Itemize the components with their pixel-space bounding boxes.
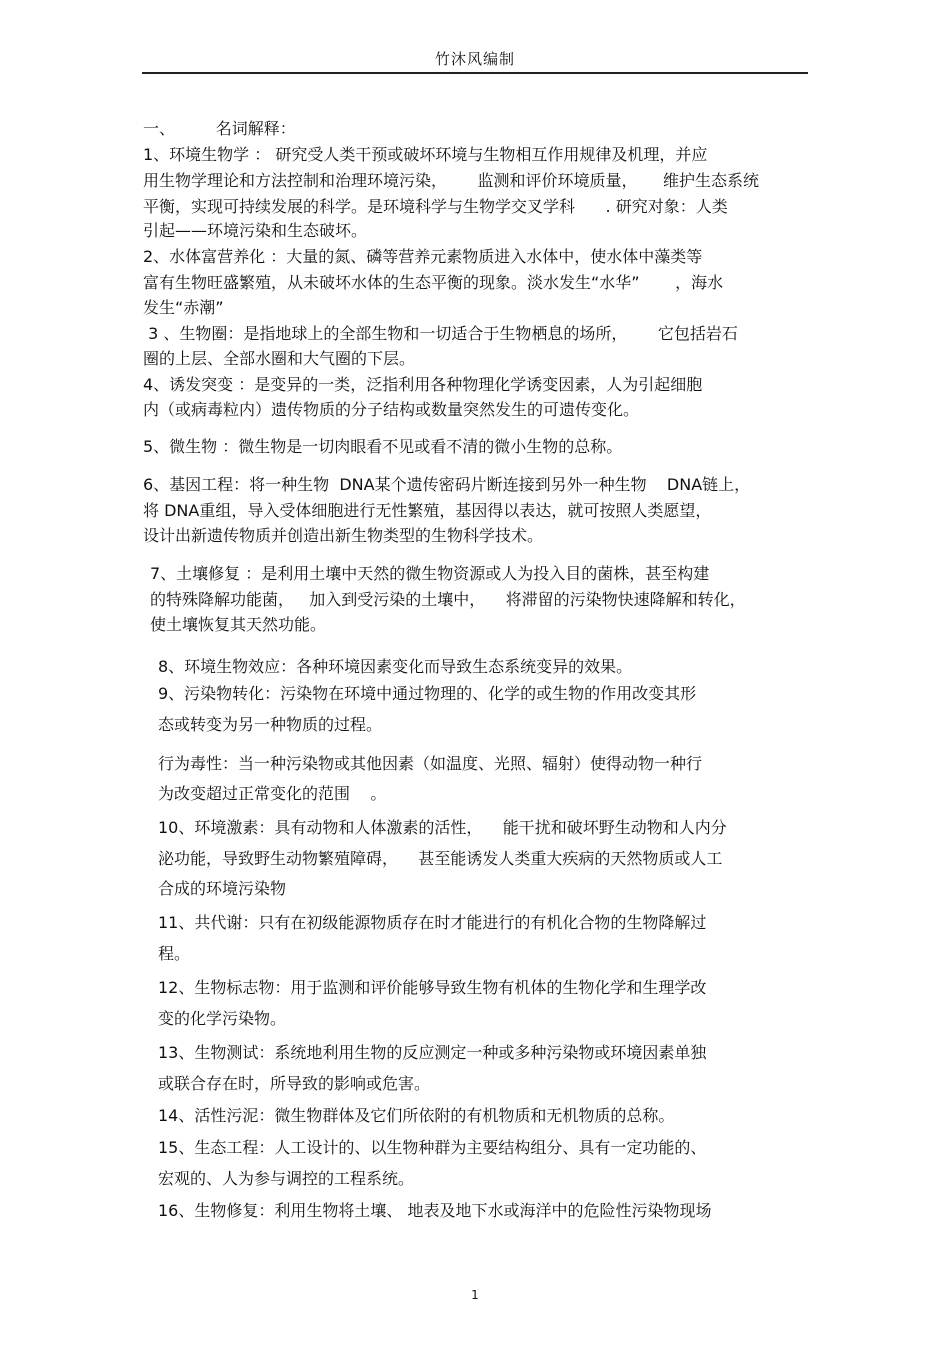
body-text-line: 9、污染物转化：污染物在环境中通过物理的、化学的或生物的作用改变其形 <box>158 684 697 703</box>
body-text-line: 11、共代谢：只有在初级能源物质存在时才能进行的有机化合物的生物降解过 <box>158 913 707 932</box>
body-text-line: 程。 <box>158 944 191 963</box>
body-text-line: 合成的环境污染物 <box>158 879 287 898</box>
body-text-line: 16、生物修复：利用生物将土壤、 地表及地下水或海洋中的危险性污染物现场 <box>158 1201 712 1220</box>
body-text-line: 10、环境激素：具有动物和人体激素的活性， 能干扰和破坏野生动物和人内分 <box>158 818 727 837</box>
body-text-line: 14、活性污泥：微生物群体及它们所依附的有机物质和无机物质的总称。 <box>158 1106 675 1125</box>
body-text-line: 设计出新遗传物质并创造出新生物类型的生物科学技术。 <box>143 526 544 545</box>
body-text-line: 变的化学污染物。 <box>158 1009 287 1028</box>
body-text-line: 态或转变为另一种物质的过程。 <box>158 715 383 734</box>
body-text-line: 13、生物测试：系统地利用生物的反应测定一种或多种污染物或环境因素单独 <box>158 1043 707 1062</box>
body-text-line: 泌功能，导致野生动物繁殖障碍， 甚至能诱发人类重大疾病的天然物质或人工 <box>158 849 723 868</box>
body-text-line: 平衡，实现可持续发展的科学。是环境科学与生物学交叉学科 . 研究对象：人类 <box>143 197 728 216</box>
body-text-line: 宏观的、人为参与调控的工程系统。 <box>158 1169 415 1188</box>
body-text-line: 或联合存在时，所导致的影响或危害。 <box>158 1074 431 1093</box>
body-text-line: 使土壤恢复其天然功能。 <box>150 615 327 634</box>
page-number: 1 <box>471 1288 479 1302</box>
body-text-line: 6、基因工程：将一种生物 DNA某个遗传密码片断连接到另外一种生物 DNA链上， <box>143 475 751 494</box>
body-text-line: 4、诱发突变 ：是变异的一类，泛指利用各种物理化学诱变因素，人为引起细胞 <box>143 375 703 394</box>
body-text-line: 5、微生物 ：微生物是一切肉眼看不见或看不清的微小生物的总称。 <box>143 437 623 456</box>
page-header-title: 竹沐风编制 <box>434 50 515 68</box>
header-rule <box>142 72 808 74</box>
body-text-line: 行为毒性：当一种污染物或其他因素（如温度、光照、辐射）使得动物一种行 <box>158 754 703 773</box>
body-text-line: 圈的上层、全部水圈和大气圈的下层。 <box>143 349 416 368</box>
body-text-line: 2、水体富营养化 ：大量的氮、磷等营养元素物质进入水体中，使水体中藻类等 <box>143 247 703 266</box>
body-text-line: 7、土壤修复 ：是利用土壤中天然的微生物资源或人为投入目的菌株，甚至构建 <box>150 564 710 583</box>
body-text-line: 富有生物旺盛繁殖，从未破坏水体的生态平衡的现象。淡水发生“水华” ，海水 <box>143 273 724 292</box>
body-text-line: 引起——环境污染和生态破坏。 <box>143 221 368 240</box>
body-text-line: 用生物学理论和方法控制和治理环境污染， 监测和评价环境质量， 维护生态系统 <box>143 171 759 190</box>
section-heading: 一、 名词解释： <box>143 119 296 138</box>
body-text-line: 3 、生物圈：是指地球上的全部生物和一切适合于生物栖息的场所， 它包括岩石 <box>143 324 738 343</box>
body-text-line: 内（或病毒粒内）遗传物质的分子结构或数量突然发生的可遗传变化。 <box>143 400 640 419</box>
body-text-line: 1、环境生物学 ： 研究受人类干预或破坏环境与生物相互作用规律及机理，并应 <box>143 145 708 164</box>
body-text-line: 为改变超过正常变化的范围 。 <box>158 784 387 803</box>
body-text-line: 15、生态工程：人工设计的、以生物种群为主要结构组分、具有一定功能的、 <box>158 1138 707 1157</box>
body-text-line: 发生“赤潮” <box>143 298 224 317</box>
body-text-line: 将 DNA重组，导入受体细胞进行无性繁殖，基因得以表达，就可按照人类愿望， <box>143 501 712 520</box>
body-text-line: 的特殊降解功能菌， 加入到受污染的土壤中， 将滞留的污染物快速降解和转化， <box>150 590 746 609</box>
body-text-line: 12、生物标志物：用于监测和评价能够导致生物有机体的生物化学和生理学改 <box>158 978 707 997</box>
body-text-line: 8、环境生物效应：各种环境因素变化而导致生态系统变异的效果。 <box>158 657 633 676</box>
